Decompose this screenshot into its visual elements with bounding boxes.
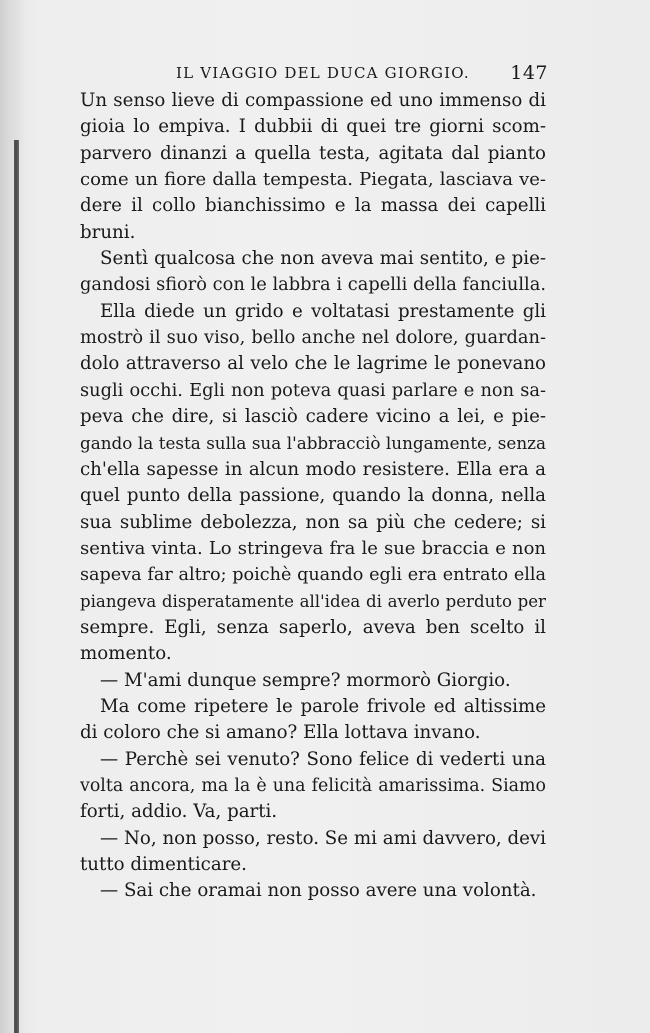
text-line: parvero dinanzi a quella testa, agitata dal pianto — [80, 142, 546, 164]
text-line: dere il collo bianchissimo e la massa dei capelli — [80, 195, 546, 217]
body-text — [80, 88, 546, 905]
text-line: — Sai che oramai non posso avere una volontà. — [100, 880, 537, 902]
text-line: sentiva vinta. Lo stringeva fra le sue braccia e non — [80, 537, 546, 559]
text-line: quel punto della passione, quando la donna, nella — [80, 485, 546, 507]
page-header — [78, 62, 548, 88]
text-line: bruni. — [80, 221, 136, 243]
text-line: tutto dimenticare. — [80, 853, 247, 875]
text-line: Ella diede un grido e voltatasi prestamente gli — [100, 300, 546, 322]
text-line: — M'ami dunque sempre? mormorò Giorgio. — [100, 669, 511, 691]
text-line: piangeva disperatamente all'idea di averlo perduto per — [80, 591, 546, 611]
text-line: come un fiore dalla tempesta. Piegata, lasciava ve- — [80, 169, 546, 191]
text-line: Ma come ripetere le parole frivole ed altissime — [100, 695, 546, 717]
text-line: di coloro che si amano? Ella lottava invano. — [80, 722, 481, 744]
running-title: IL VIAGGIO DEL DUCA GIORGIO. — [176, 64, 470, 82]
text-line: sapeva far altro; poichè quando egli era entrato ella — [80, 565, 546, 586]
text-line: mostrò il suo viso, bello anche nel dolore, guardan- — [80, 327, 546, 349]
text-line: gandosi sfiorò con le labbra i capelli della fanciulla. — [80, 274, 546, 296]
text-line: peva che dire, si lasciò cadere vicino a lei, e pie- — [80, 406, 546, 428]
text-line: gando la testa sulla sua l'abbracciò lungamente, senza — [80, 433, 546, 454]
text-line: — No, non posso, resto. Se mi ami davvero, devi — [100, 827, 546, 849]
text-line: sempre. Egli, senza saperlo, aveva ben scelto il — [80, 616, 546, 638]
binding-shadow — [0, 0, 26, 1033]
text-line: — Perchè sei venuto? Sono felice di vederti una — [100, 748, 546, 770]
text-line: sugli occhi. Egli non poteva quasi parlare e non sa- — [80, 379, 546, 401]
text-line: Sentì qualcosa che non aveva mai sentito, e pie- — [100, 248, 546, 270]
text-line: Un senso lieve di compassione ed uno immenso di — [80, 90, 546, 111]
text-line: sua sublime debolezza, non sa più che cedere; si — [80, 511, 546, 533]
text-line: volta ancora, ma la è una felicità amarissima. Siamo — [80, 775, 546, 796]
text-line: momento. — [80, 643, 172, 665]
page-number: 147 — [510, 62, 548, 84]
text-line: ch'ella sapesse in alcun modo resistere. Ella era a — [80, 458, 546, 480]
text-line: gioia lo empiva. I dubbii di quei tre giorni scom- — [80, 116, 546, 138]
page-edge-mark — [14, 140, 19, 1033]
text-line: dolo attraverso al velo che le lagrime le ponevano — [80, 353, 546, 375]
text-line: forti, addio. Va, parti. — [80, 801, 278, 823]
